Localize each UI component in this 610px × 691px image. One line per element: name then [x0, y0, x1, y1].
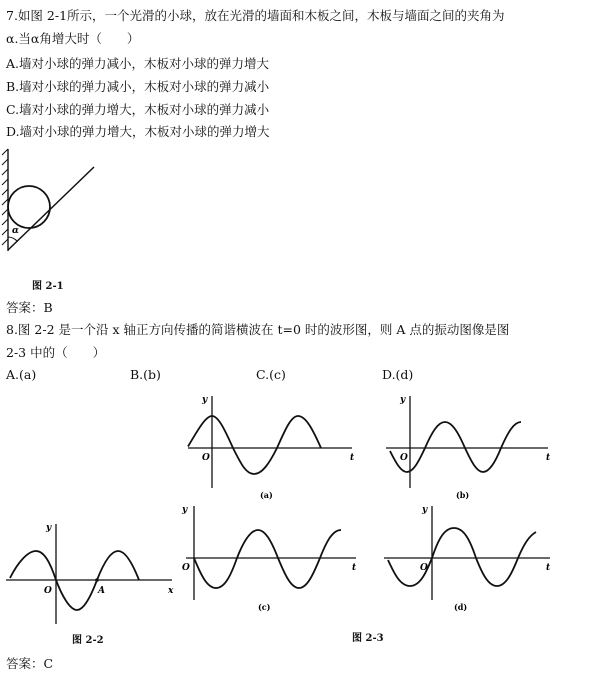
wave-y-label: y — [46, 523, 52, 533]
graph-c-t-label: t — [352, 563, 357, 573]
wave-x-label: x — [168, 586, 174, 596]
q8-stem-line2: 2-3 中的（ ） — [6, 345, 106, 360]
graph-c-sublabel: (c) — [258, 602, 271, 612]
figure-2-1 — [0, 145, 100, 255]
q8-answer: 答案：C — [6, 656, 54, 671]
graph-a-sublabel: (a) — [260, 490, 273, 500]
figure-2-2-caption: 图 2-2 — [72, 635, 104, 646]
graph-d-sublabel: (d) — [454, 602, 468, 612]
graph-a-origin: O — [202, 453, 210, 463]
figure-2-2 — [4, 518, 179, 628]
q7-option-d: D.墙对小球的弹力增大，木板对小球的弹力增大 — [6, 124, 270, 139]
graph-d-y-label: y — [422, 505, 428, 515]
q8-option-b: B.(b) — [130, 367, 161, 382]
graph-b-sublabel: (b) — [456, 490, 470, 500]
q8-option-c: C.(c) — [256, 367, 286, 382]
graph-a — [180, 390, 360, 500]
point-a-marker — [95, 578, 99, 582]
curve-c — [194, 530, 341, 588]
graph-d-t-label: t — [546, 563, 551, 573]
wave-origin: O — [44, 586, 52, 596]
q7-option-c: C.墙对小球的弹力增大，木板对小球的弹力减小 — [6, 102, 270, 117]
graph-c-y-label: y — [182, 505, 188, 515]
curve-d — [388, 528, 536, 586]
graph-a-y-label: y — [202, 395, 208, 405]
graph-c — [178, 500, 363, 615]
graph-d-origin: O — [420, 563, 428, 573]
angle-arc — [8, 237, 17, 241]
graph-c-origin: O — [182, 563, 190, 573]
figure-2-1-caption: 图 2-1 — [32, 281, 64, 292]
q7-stem-line1: 7.如图 2-1所示，一个光滑的小球，放在光滑的墙面和木板之间，木板与墙面之间的夹角为 — [6, 8, 505, 23]
figure-2-3-caption: 图 2-3 — [352, 633, 384, 644]
graph-b-y-label: y — [400, 395, 406, 405]
q7-answer: 答案：B — [6, 300, 53, 315]
graph-b-origin: O — [400, 453, 408, 463]
q7-option-b: B.墙对小球的弹力减小，木板对小球的弹力减小 — [6, 79, 270, 94]
graph-a-t-label: t — [350, 453, 355, 463]
wall-hatching — [2, 149, 8, 251]
graph-b-t-label: t — [546, 453, 551, 463]
ball — [8, 186, 50, 228]
q7-stem-line2: α.当α角增大时（ ） — [6, 31, 140, 46]
q8-stem-line1: 8.图 2-2 是一个沿 x 轴正方向传播的简谐横波在 t=0 时的波形图，则 A 点的振动图像是图 — [6, 322, 510, 337]
q8-option-d: D.(d) — [382, 367, 414, 382]
angle-label: α — [12, 226, 19, 236]
graph-b — [380, 390, 560, 500]
board — [8, 167, 94, 250]
curve-a — [188, 416, 321, 474]
q8-option-a: A.(a) — [6, 367, 37, 382]
q7-option-a: A.墙对小球的弹力减小，木板对小球的弹力增大 — [6, 56, 270, 71]
graph-d — [380, 500, 560, 615]
wave-point-a: A — [98, 586, 105, 596]
